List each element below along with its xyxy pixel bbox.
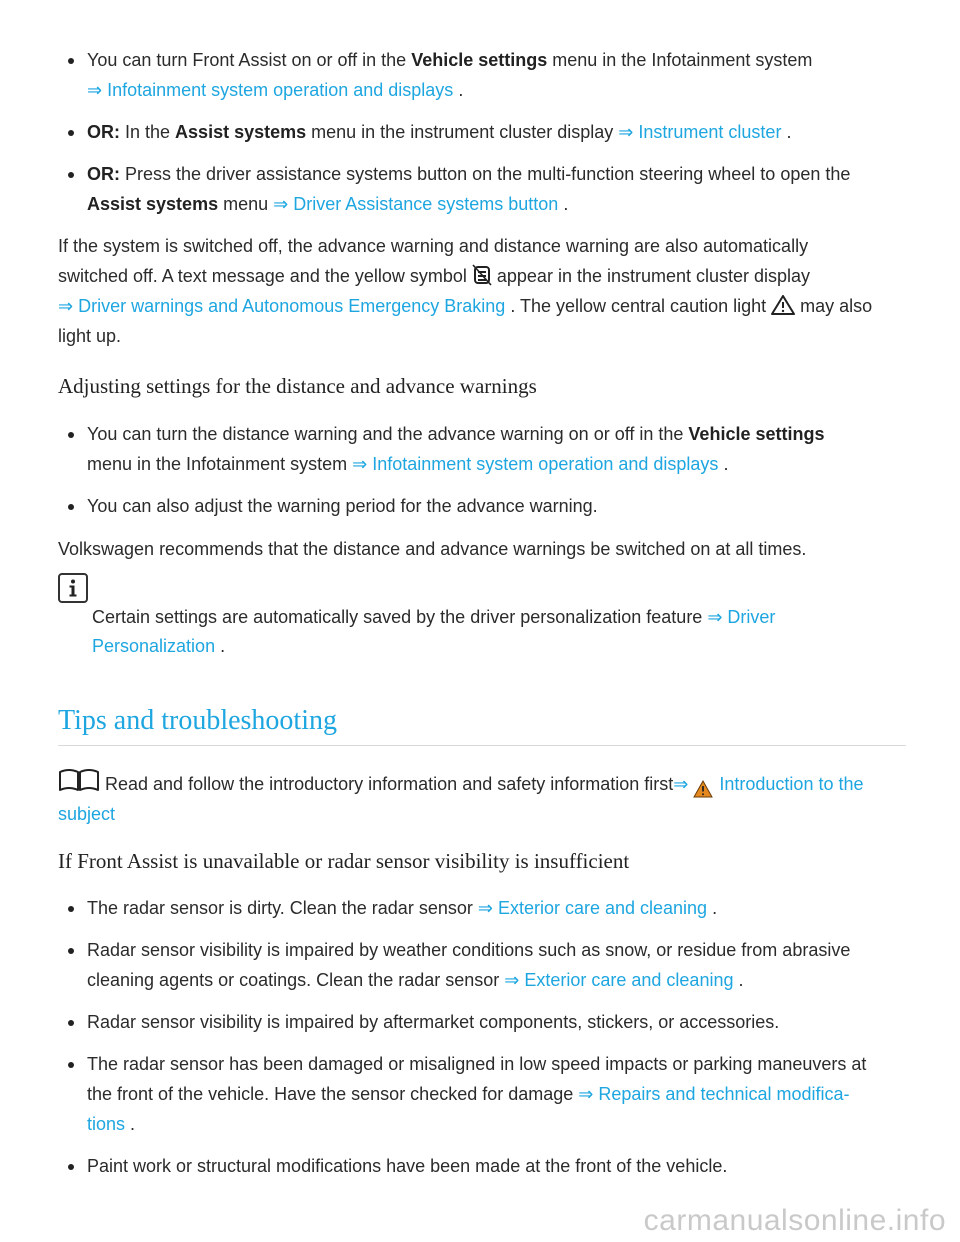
- link-driver-assistance-button[interactable]: ⇒ Driver Assistance systems button: [273, 194, 559, 214]
- list-item: You can turn Front Assist on or off in the Vehicle settings menu in the Infotainment system ⇒ Infotainment system operation and displays .: [58, 45, 935, 105]
- list-item: OR: In the Assist systems menu in the instrument cluster display ⇒ Instrument cluster .: [58, 117, 935, 147]
- heading-front-assist-unavailable: If Front Assist is unavailable or radar sensor visibility is insufficient: [58, 849, 630, 873]
- list-item: The radar sensor is dirty. Clean the radar sensor ⇒ Exterior care and cleaning .: [58, 893, 935, 923]
- list-item: OR: Press the driver assistance systems button on the multi-function steering wheel to open the Assist systems menu ⇒ Driver Assistance systems button .: [58, 159, 935, 219]
- list-item: Radar sensor visibility is impaired by aftermarket components, stickers, or accessories.: [58, 1007, 935, 1037]
- caution-triangle-icon: [771, 295, 795, 315]
- warning-triangle-icon: [693, 780, 713, 798]
- link-driver-warnings[interactable]: ⇒ Driver warnings and Autonomous Emergency Braking: [58, 296, 506, 316]
- heading-tips-troubleshooting: Tips and troubleshooting: [58, 705, 906, 746]
- link-infotainment-operation[interactable]: ⇒ Infotainment system operation and displays: [87, 80, 454, 100]
- front-assist-off-icon: [472, 264, 492, 286]
- note-personalization: Certain settings are automatically saved by the driver personalization feature ⇒ Driver Personalization .: [92, 607, 776, 656]
- paragraph-recommendation: Volkswagen recommends that the distance and advance warnings be switched on at all times.: [58, 539, 807, 559]
- intro-safety-info: Read and follow the introductory information and safety information first⇒ Introduction to the subject: [58, 769, 906, 829]
- info-note-icon: [58, 573, 88, 603]
- link-infotainment-operation[interactable]: ⇒ Infotainment system operation and displays: [352, 454, 719, 474]
- list-item: The radar sensor has been damaged or misaligned in low speed impacts or parking maneuvers at the front of the vehicle. Have the sensor checked for damage ⇒ Repairs and technical modifica- tions .: [58, 1049, 935, 1139]
- link-exterior-care[interactable]: ⇒ Exterior care and cleaning: [504, 970, 734, 990]
- list-item: Radar sensor visibility is impaired by weather conditions such as snow, or residue from abrasive cleaning agents or coatings. Clean the radar sensor ⇒ Exterior care and cleaning .: [58, 935, 935, 995]
- link-instrument-cluster[interactable]: ⇒ Instrument cluster: [618, 122, 782, 142]
- heading-adjusting-settings: Adjusting settings for the distance and advance warnings: [58, 374, 537, 398]
- list-item: Paint work or structural modifications have been made at the front of the vehicle.: [58, 1151, 935, 1181]
- book-icon: [58, 768, 100, 794]
- link-exterior-care[interactable]: ⇒ Exterior care and cleaning: [477, 898, 708, 918]
- list-item: You can turn the distance warning and the advance warning on or off in the Vehicle settings menu in the Infotainment system ⇒ Infotainment system operation and displays .: [58, 419, 935, 479]
- link-repairs-modifications[interactable]: ⇒ Repairs and technical modifica- tions: [87, 1084, 850, 1134]
- watermark: carmanualsonline.info: [643, 1204, 946, 1237]
- paragraph-switched-off: If the system is switched off, the advance warning and distance warning are also automatically switched off. A text message and the yellow symbol appear in the instrument cluster display ⇒ Driver warnings and Autonomous Emergency Braking . The yellow central caution light may also light up.: [58, 236, 873, 346]
- link-driver-personalization[interactable]: ⇒ Driver Personalization: [92, 607, 776, 656]
- link-introduction-subject[interactable]: ⇒ Introduction to the subject: [58, 774, 864, 824]
- list-item: You can also adjust the warning period for the advance warning.: [58, 491, 935, 521]
